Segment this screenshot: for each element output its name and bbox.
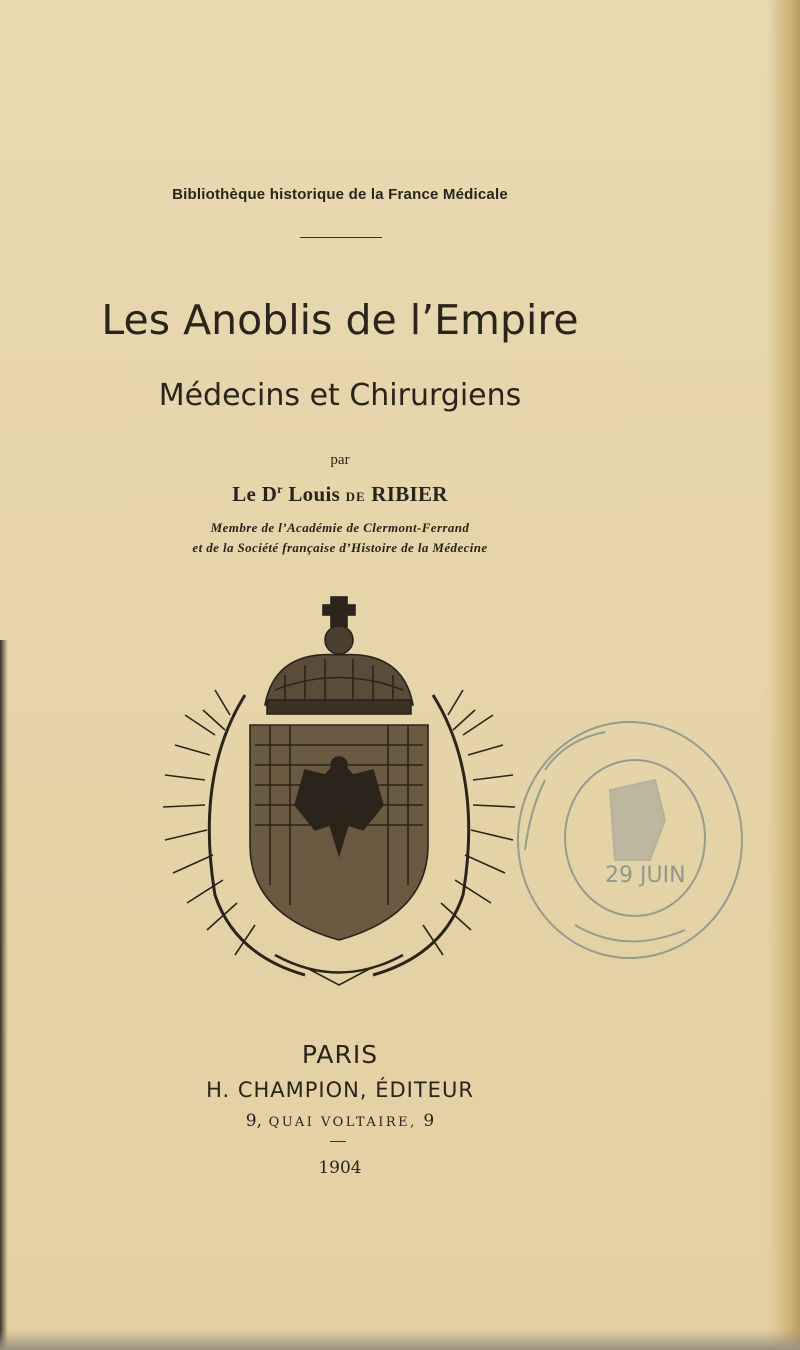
by-label: par — [330, 452, 350, 468]
author-affiliation-2: et de la Société française d’Histoire de la Médecine — [192, 540, 488, 555]
page-edge-left — [0, 640, 8, 1350]
divider-rule — [300, 237, 382, 238]
page-subtitle: Médecins et Chirurgiens — [158, 378, 522, 413]
imprint-year: 1904 — [318, 1158, 362, 1178]
imprint-city: PARIS — [301, 1040, 379, 1069]
library-stamp-icon — [505, 710, 755, 970]
author-surname: RIBIER — [371, 482, 448, 506]
author-particle: DE — [345, 489, 366, 504]
imprint-rule — [330, 1141, 346, 1142]
stamp-date: 29 JUIN — [605, 863, 686, 888]
imperial-eagle-crest-icon — [155, 595, 525, 990]
page-title: Les Anoblis de l’Empire — [101, 296, 579, 344]
address-number-2: 9 — [423, 1111, 435, 1131]
address-street: QUAI VOLTAIRE, — [268, 1115, 417, 1130]
author-prefix-sup: r — [277, 482, 283, 496]
author-name — [0, 482, 680, 507]
page-edge-bottom — [0, 1330, 800, 1350]
imprint-publisher: H. CHAMPION, ÉDITEUR — [206, 1078, 474, 1102]
imprint-address — [0, 1111, 680, 1131]
page-edge-right — [766, 0, 800, 1350]
address-number-1: 9, — [245, 1111, 262, 1131]
author-prefix: Le D — [232, 482, 278, 506]
author-affiliation-1: Membre de l’Académie de Clermont-Ferrand — [210, 520, 470, 535]
author-first-name: Louis — [288, 482, 341, 506]
series-title: Bibliothèque historique de la France Médicale — [172, 186, 508, 203]
